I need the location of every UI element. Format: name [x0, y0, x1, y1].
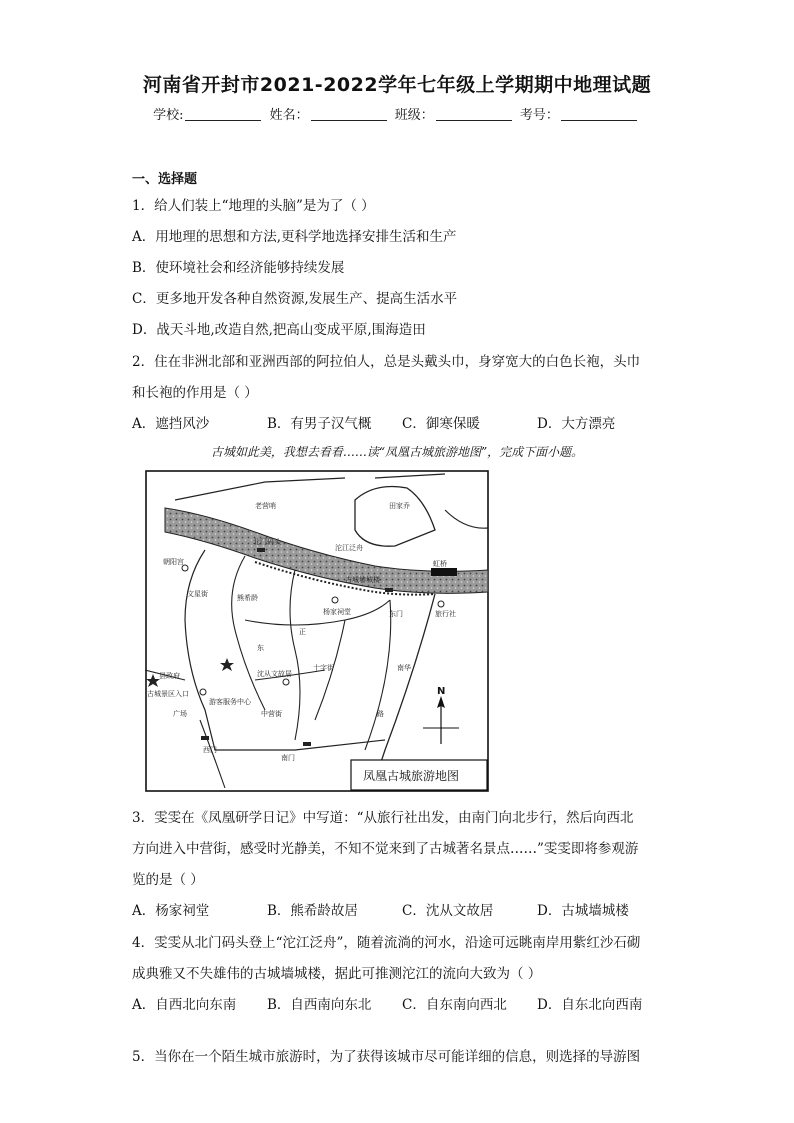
q2-stem-2: 和长袍的作用是（ ）	[132, 385, 258, 401]
map-title: 凤凰古城旅游地图	[363, 769, 460, 783]
label-youke: 游客服务中心	[209, 698, 251, 706]
school-label: 学校:	[153, 108, 184, 123]
q4-option-c: C．自东南向西北	[402, 997, 507, 1013]
q3-option-c: C．沈从文故居	[402, 903, 494, 919]
label-dongmen: 东门	[389, 610, 403, 618]
class-label: 班级：	[394, 108, 434, 123]
label-laoying: 老营哨	[255, 502, 276, 510]
q4-option-d: D．自东北向西南	[537, 997, 643, 1013]
q4-stem-2: 成典雅又不失雄伟的古城墙城楼，据此可推测沱江的流向大致为（ ）	[132, 966, 542, 982]
label-dong: 东	[257, 644, 264, 652]
north-label: N	[437, 686, 446, 697]
name-blank[interactable]	[311, 108, 387, 121]
gate-icon	[257, 548, 265, 552]
label-entrance: 古城景区入口	[147, 690, 189, 698]
q1-stem: 1．给人们装上“地理的头脑”是为了（ ）	[132, 198, 375, 214]
label-nanmen: 南门	[281, 754, 295, 762]
label-lu: 路	[377, 710, 384, 718]
hongqiao-bridge-icon	[431, 568, 457, 576]
q4-option-b: B．自西南向东北	[267, 997, 372, 1013]
label-xianzhengfu: 县政府	[159, 672, 180, 680]
q3-stem-2: 方向进入中营街，感受时光静美，不知不觉来到了古城著名景点……”雯雯即将参观游	[132, 841, 639, 857]
q4-options	[132, 993, 672, 1013]
section-heading: 一、选择题	[132, 172, 198, 187]
label-beimen: 北门码头	[253, 538, 281, 546]
exam-no-label: 考号：	[519, 108, 559, 123]
class-blank[interactable]	[436, 108, 512, 121]
exam-no-blank[interactable]	[561, 108, 637, 121]
fenghuang-map	[145, 470, 489, 792]
label-xiongxiling: 熊希龄	[237, 594, 258, 602]
student-info-line	[0, 104, 794, 123]
q4-stem-1: 4．雯雯从北门码头登上“沱江泛舟”，随着流淌的河水，沿途可远眺南岸用紫红沙石砌	[132, 935, 641, 951]
q2-option-b: B．有男子汉气概	[267, 416, 372, 432]
label-wenxing: 文星街	[187, 590, 208, 598]
q1-option-b: B．使环境社会和经济能够持续发展	[132, 260, 345, 276]
school-blank[interactable]	[185, 108, 261, 121]
label-zheng: 正	[299, 628, 306, 636]
label-yangjia: 杨家祠堂	[323, 608, 351, 616]
q2-option-c: C．御寒保暖	[402, 416, 480, 432]
exam-title: 河南省开封市2021-2022学年七年级上学期期中地理试题	[142, 74, 652, 96]
q5-stem-1: 5．当你在一个陌生城市旅游时，为了获得该城市尽可能详细的信息，则选择的导游图	[132, 1049, 641, 1065]
label-guangchang: 广场	[173, 710, 187, 718]
label-chaoyang: 朝阳宫	[163, 558, 184, 566]
q2-option-a: A．遮挡风沙	[132, 416, 210, 432]
label-hongqiao: 虹桥	[433, 560, 447, 568]
q3-stem-1: 3．雯雯在《凤凰研学日记》中写道：“从旅行社出发，由南门向北步行，然后向西北	[132, 810, 634, 826]
map-intro: 古城如此美，我想去看看……读“凤凰古城旅游地图”，完成下面小题。	[210, 445, 584, 459]
q2-option-d: D．大方漂亮	[537, 416, 616, 432]
label-zhongying: 中营街	[261, 710, 282, 718]
q3-stem-3: 览的是（ ）	[132, 872, 204, 888]
gate-icon	[385, 588, 393, 592]
q1-option-a: A．用地理的思想和方法,更科学地选择安排生活和生产	[132, 229, 457, 245]
q3-option-d: D．古城墙城楼	[537, 903, 629, 919]
label-river: 沱江泛舟	[335, 544, 363, 552]
label-wall: 古城墙城楼	[345, 576, 380, 584]
q2-stem-1: 2．住在非洲北部和亚洲西部的阿拉伯人，总是头戴头巾，身穿宽大的白色长袍，头巾	[132, 354, 641, 370]
label-nanhua: 南华	[397, 664, 411, 672]
label-lvxingshe: 旅行社	[435, 610, 456, 618]
q4-option-a: A．自西北向东南	[132, 997, 237, 1013]
label-tianjia: 田家乔	[389, 502, 410, 510]
q3-option-b: B．熊希龄故居	[267, 903, 358, 919]
label-shizijie: 十字街	[313, 664, 334, 672]
q1-option-c: C．更多地开发各种自然资源,发展生产、提高生活水平	[132, 291, 458, 307]
q1-option-d: D．战天斗地,改造自然,把高山变成平原,围海造田	[132, 322, 426, 338]
q3-options	[132, 899, 672, 919]
q2-options	[132, 412, 672, 432]
label-ximen: 西门	[203, 746, 217, 754]
gate-icon	[201, 736, 209, 740]
q3-option-a: A．杨家祠堂	[132, 903, 210, 919]
name-label: 姓名：	[269, 108, 309, 123]
gate-icon	[303, 742, 311, 746]
label-shencongwen: 沈从文故居	[257, 670, 292, 678]
